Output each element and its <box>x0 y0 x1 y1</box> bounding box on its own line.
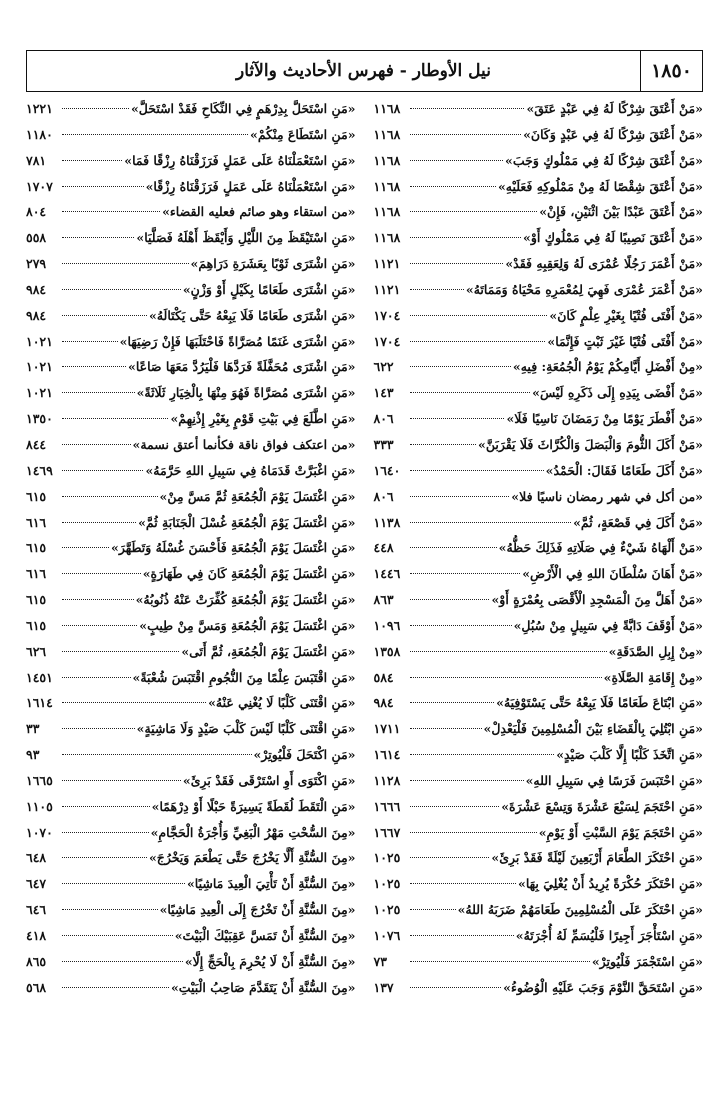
page-reference: ١١٦٨ <box>373 152 401 168</box>
hadith-text: «مَنْ أَعْتَقَ شِرْكًا لَهُ فِي عَبْدٍ وَكَانَ» <box>523 126 703 142</box>
dot-leader <box>410 160 504 161</box>
index-entry <box>374 329 704 355</box>
hadith-text: «من استقاء وهو صائم فعليه القضاء» <box>162 204 356 220</box>
page-reference: ٨٠٤ <box>26 204 47 220</box>
index-entry <box>26 535 356 561</box>
dot-leader <box>410 237 522 238</box>
hadith-text: «مِنَ السُّنَّةِ أَنْ تَمَسَّ عَقِبَيْكَ الْبَيْتَ» <box>174 928 356 943</box>
dot-leader <box>62 677 131 678</box>
hadith-text: «مَنْ أَوْقَفَ دَابَّةً فِي سَبِيلٍ مِنْ سُبُلِ» <box>513 617 703 633</box>
index-entry <box>374 871 704 897</box>
dot-leader <box>410 470 544 471</box>
page-reference: ١١٢١ <box>373 281 401 297</box>
hadith-text: «مَنِ ابْتُلِيَ بِالْقَضَاءِ بَيْنَ الْمُسْلِمِينَ فَلْيَعْدِلْ» <box>483 721 703 737</box>
hadith-text: «مَنِ اسْتَجْمَرَ فَلْيُوتِرْ» <box>591 953 703 969</box>
index-entry <box>26 820 356 846</box>
index-entry <box>374 510 704 536</box>
index-entry <box>374 665 704 691</box>
page-reference: ١٢٢١ <box>26 101 53 116</box>
hadith-text: «مَنِ اسْتَحَلَّ بِدِرْهَمٍ فِي النِّكَاحِ فَقَدْ اسْتَحَلَّ» <box>130 101 356 116</box>
hadith-text: «مَنِ اشْتَرَى غَنَمًا مُصَرَّاةً فَاحْتَلَبَهَا فَإِنْ رَضِيَهَا» <box>119 333 356 349</box>
index-entry <box>374 742 704 768</box>
index-entry <box>26 639 356 665</box>
hadith-text: «مَنِ اسْتَحَقَّ النَّوْمَ وَجَبَ عَلَيْهِ الْوُضُوءُ» <box>503 979 703 995</box>
hadith-text: «مَنِ اسْتَأْجَرَ أَجِيرًا فَلْيُسَمِّ لَهُ أُجْرَتَهُ» <box>515 928 703 943</box>
page-reference: ١١٣٨ <box>373 514 401 530</box>
hadith-text: «مَنِ اشْتَرَى مُصَرَّاةً فَهُوَ مِنْهَا بِالْخِيَارِ ثَلَاثَةً» <box>136 385 356 401</box>
index-entry <box>26 561 356 587</box>
index-entry <box>26 225 356 251</box>
dot-leader <box>410 186 496 187</box>
index-entry <box>26 613 356 639</box>
hadith-text: «مَنْ أَعْتَقَ شِرْكًا لَهُ فِي مَمْلُوكٍ وَجَبَ» <box>505 152 703 168</box>
index-entry <box>26 897 356 923</box>
index-entry <box>26 458 356 484</box>
page-reference: ٨٠٦ <box>373 488 394 504</box>
dot-leader <box>410 392 531 393</box>
page-reference: ٦١٦ <box>26 514 47 530</box>
dot-leader <box>410 987 502 988</box>
hadith-text: «مَنِ ابْتَاعَ طَعَامًا فَلَا يَبِعْهُ حَتَّى يَسْتَوْفِيَهُ» <box>496 695 703 711</box>
hadith-text: «مَنِ احْتَجَمَ لِسَبْعَ عَشْرَةَ وَتِسْعَ عَشْرَةَ» <box>501 798 703 814</box>
dot-leader <box>410 754 555 755</box>
dot-leader <box>410 857 490 858</box>
page-reference: ٧٣ <box>373 953 387 969</box>
page-reference: ١١٦٨ <box>373 101 401 116</box>
left-column <box>26 96 356 1001</box>
page-reference: ٩٣ <box>26 747 40 763</box>
hadith-text: «مِنَ السُّنَّةِ أَنْ تَأْتِيَ الْعِيدَ مَاشِيًا» <box>186 876 356 892</box>
dot-leader <box>62 341 118 342</box>
hadith-text: «مَنِ اسْتَعْمَلْنَاهُ عَلَى عَمَلٍ فَرَزَقْنَاهُ رِزْقًا فَمَا» <box>124 152 356 168</box>
index-entry <box>374 303 704 329</box>
page-reference: ٦١٥ <box>26 488 47 504</box>
hadith-text: «مَنْ أَعْتَقَ شِرْكًا لَهُ فِي عَبْدٍ عَتَقَ» <box>526 101 703 116</box>
page-reference: ٣٣ <box>26 721 40 737</box>
index-entry <box>374 406 704 432</box>
hadith-text: «مَنِ احْتَكَرَ حُكْرَةً يُرِيدُ أَنْ يُغْلِيَ بِهَا» <box>518 876 703 892</box>
dot-leader <box>62 211 160 212</box>
page-reference: ١٦١٤ <box>26 695 53 711</box>
hadith-text: «مَنْ أَعْتَقَ عَبْدًا بَيْنَ اثْنَيْنِ، فَإِنْ» <box>539 204 703 220</box>
index-entry <box>374 277 704 303</box>
page-reference: ٦٢٢ <box>373 359 394 375</box>
dot-leader <box>62 263 189 264</box>
hadith-text: «مَنِ اسْتَعْمَلْنَاهُ عَلَى عَمَلٍ فَرَزَقْنَاهُ رِزْقًا» <box>145 178 356 194</box>
page-reference: ١١٠٥ <box>26 798 53 814</box>
index-entry <box>26 122 356 148</box>
page-reference: ٥٨٤ <box>373 669 394 685</box>
index-entry <box>26 975 356 1001</box>
dot-leader <box>410 832 537 833</box>
index-entry <box>374 794 704 820</box>
dot-leader <box>62 832 149 833</box>
page-reference: ٦٤٧ <box>26 876 47 892</box>
dot-leader <box>410 961 590 962</box>
dot-leader <box>62 987 169 988</box>
dot-leader <box>410 496 510 497</box>
page-reference: ٦٤٦ <box>26 902 47 918</box>
hadith-text: «مِنْ أَفْضَلِ أَيَّامِكُمْ يَوْمُ الْجُمُعَةِ: فِيهِ» <box>512 359 703 375</box>
index-entry <box>374 199 704 225</box>
index-entry <box>374 380 704 406</box>
dot-leader <box>62 134 248 135</box>
hadith-text: «مَنِ اقْتَنَى كَلْبًا لَا يُغْنِي عَنْهُ» <box>208 695 356 711</box>
hadith-text: «مَنِ اقْتَنَى كَلْبًا لَيْسَ كَلْبَ صَيْدٍ وَلَا مَاشِيَةٍ» <box>136 721 356 737</box>
right-column <box>374 96 704 1001</box>
hadith-text: «مَنِ اكْتَحَلَ فَلْيُوتِرْ» <box>253 747 356 763</box>
hadith-text: «مَنِ اكْتَوَى أَوِ اسْتَرْقَى فَقَدْ بَرِئَ» <box>182 772 356 788</box>
hadith-text: «مِنَ السُّحْتِ مَهْرُ الْبَغِيِّ وَأُجْرَةُ الْحَجَّامِ» <box>150 824 356 840</box>
page-reference: ٦١٥ <box>26 617 47 633</box>
hadith-text: «مَنْ أَهَلَّ مِنَ الْمَسْجِدِ الْأَقْصَى بِعُمْرَةٍ أَوْ» <box>491 592 703 608</box>
index-entry <box>26 742 356 768</box>
dot-leader <box>410 366 511 367</box>
hadith-text: «مَنِ احْتَجَمَ يَوْمَ السَّبْتِ أَوْ يَوْمِ» <box>538 824 703 840</box>
dot-leader <box>62 160 122 161</box>
index-entry <box>26 484 356 510</box>
dot-leader <box>62 780 181 781</box>
index-entry <box>26 716 356 742</box>
hadith-text: «مَنِ اغْتَسَلَ يَوْمَ الْجُمُعَةِ ثُمَّ مَسَّ مِنْ» <box>159 488 356 504</box>
hadith-text: «مَنْ أَعْتَقَ شِقْصًا لَهُ مِنْ مَمْلُوكِهِ فَعَلَيْهِ» <box>497 178 703 194</box>
dot-leader <box>62 392 135 393</box>
page-reference: ١٤٣ <box>373 385 394 401</box>
page-reference: ٦١٦ <box>26 566 47 582</box>
index-entry <box>26 199 356 225</box>
index-entry <box>26 329 356 355</box>
page-reference: ١٠٢١ <box>26 333 53 349</box>
page-reference: ٤٤٨ <box>373 540 394 556</box>
dot-leader <box>62 573 141 574</box>
hadith-text: «من أكل في شهر رمضان ناسيًا فلا» <box>511 488 703 504</box>
index-entry <box>26 845 356 871</box>
page-reference: ٨٦٣ <box>373 592 394 608</box>
index-columns <box>26 96 703 1001</box>
dot-leader <box>410 341 546 342</box>
dot-leader <box>410 134 522 135</box>
index-entry <box>26 148 356 174</box>
index-entry <box>26 432 356 458</box>
page-reference: ١٦٦٥ <box>26 772 53 788</box>
hadith-text: «مِنْ إِقَامَةِ الصَّلَاةِ» <box>603 669 703 685</box>
dot-leader <box>62 935 173 936</box>
index-entry <box>26 871 356 897</box>
index-entry <box>374 845 704 871</box>
dot-leader <box>62 547 109 548</box>
dot-leader <box>410 728 482 729</box>
hadith-text: «مِنَ السُّنَّةِ أَلَّا يَخْرُجَ حَتَّى يَطْعَمَ وَيَخْرُجَ» <box>148 850 356 866</box>
index-entry <box>374 174 704 200</box>
page-reference: ١٤٥١ <box>26 669 53 685</box>
dot-leader <box>62 909 158 910</box>
page-reference: ١٠٧٠ <box>26 824 53 840</box>
dot-leader <box>62 754 252 755</box>
hadith-text: «مَنِ احْتَبَسَ فَرَسًا فِي سَبِيلِ اللهِ» <box>525 772 703 788</box>
page-reference: ٨٤٤ <box>26 436 47 452</box>
index-entry <box>26 665 356 691</box>
hadith-text: «مَنِ اغْتَسَلَ يَوْمَ الْجُمُعَةِ كُفِّرَتْ عَنْهُ ذُنُوبُهُ» <box>135 592 356 608</box>
index-entry <box>374 897 704 923</box>
index-entry <box>374 975 704 1001</box>
dot-leader <box>410 211 538 212</box>
hadith-text: «مَنْ أَهَانَ سُلْطَانَ اللهِ فِي الْأَرْضِ» <box>522 566 703 582</box>
dot-leader <box>410 444 477 445</box>
index-entry <box>26 768 356 794</box>
page-reference: ١٧١١ <box>373 721 401 737</box>
dot-leader <box>62 702 206 703</box>
hadith-text: «مَنْ أَكَلَ الثُّومَ وَالْبَصَلَ وَالْكُرَّاثَ فَلَا يَقْرَبَنَّ» <box>478 436 703 452</box>
page-reference: ١١٦٨ <box>373 230 401 246</box>
hadith-text: «مَنْ أَفْضَى بِيَدِهِ إِلَى ذَكَرِهِ لَيْسَ» <box>532 385 703 401</box>
hadith-text: «مَنِ اشْتَرَى طَعَامًا فَلَا يَبِعْهُ حَتَّى يَكْتَالَهُ» <box>149 307 356 323</box>
page-reference: ٥٥٨ <box>26 230 47 246</box>
hadith-text: «مَنْ أَلْهَاهُ شَيْءٌ فِي صَلَاتِهِ فَذَلِكَ حَظُّهُ» <box>498 540 703 556</box>
dot-leader <box>410 702 495 703</box>
page-reference: ١٠٢١ <box>26 359 53 375</box>
page-reference: ١٠٢٥ <box>373 850 401 866</box>
page-reference: ١٦٦٧ <box>373 824 401 840</box>
dot-leader <box>410 780 524 781</box>
hadith-text: «مَنِ اشْتَرَى مُحَفَّلَةً فَرَدَّهَا فَلْيَرُدَّ مَعَهَا صَاعًا» <box>128 359 356 375</box>
hadith-text: «مَنِ اسْتَيْقَظَ مِنَ اللَّيْلِ وَأَيْقَظَ أَهْلَهُ فَصَلَّيَا» <box>136 230 356 246</box>
page-reference: ١٦١٤ <box>373 747 401 763</box>
page-reference: ٤١٨ <box>26 928 47 943</box>
dot-leader <box>410 108 525 109</box>
index-entry <box>26 406 356 432</box>
page-reference: ٦٤٨ <box>26 850 47 866</box>
hadith-text: «مَنِ اغْبَرَّتْ قَدَمَاهُ فِي سَبِيلِ اللهِ حَرَّمَهُ» <box>145 462 356 478</box>
hadith-text: «مَنْ أَفْتَى فُتْيًا غَيْرَ ثَبْتٍ فَإِنَّمَا» <box>547 333 703 349</box>
dot-leader <box>62 961 183 962</box>
hadith-text: «مَنِ احْتَكَرَ عَلَى الْمُسْلِمِينَ طَعَامَهُمْ ضَرَبَهُ اللهُ» <box>457 902 703 918</box>
dot-leader <box>62 444 131 445</box>
dot-leader <box>62 625 137 626</box>
dot-leader <box>62 522 136 523</box>
page-reference: ١١٦٨ <box>373 204 401 220</box>
index-entry <box>374 96 704 122</box>
page-reference: ٥٦٨ <box>26 979 47 995</box>
hadith-text: «مَنْ أَعْمَرَ عُمْرَى فَهِيَ لِمُعْمَرِهِ مَحْيَاهُ وَمَمَاتَهُ» <box>465 281 703 297</box>
hadith-text: «مَنِ الْتَقَطَ لُقَطَةً يَسِيرَةً حَبْلًا أَوْ دِرْهَمًا» <box>151 798 356 814</box>
index-entry <box>374 458 704 484</box>
index-entry <box>374 768 704 794</box>
index-entry <box>26 510 356 536</box>
index-entry <box>26 277 356 303</box>
dot-leader <box>410 289 464 290</box>
header-title: نيل الأوطار - فهرس الأحاديث والآثار <box>236 61 491 81</box>
page-reference: ١٠٢٥ <box>373 876 401 892</box>
index-entry <box>374 251 704 277</box>
index-entry <box>374 923 704 949</box>
dot-leader <box>410 573 521 574</box>
dot-leader <box>62 496 158 497</box>
hadith-text: «مَنِ اغْتَسَلَ يَوْمَ الْجُمُعَةِ غُسْلَ الْجَنَابَةِ ثُمَّ» <box>138 514 356 530</box>
page-reference: ٢٧٩ <box>26 256 47 272</box>
page-reference: ٩٨٤ <box>373 695 394 711</box>
index-entry <box>374 432 704 458</box>
hadith-text: «مَنْ أَعْمَرَ رَجُلًا عُمْرَى لَهُ وَلِعَقِبِهِ فَقَدْ» <box>505 256 703 272</box>
hadith-text: «مَنْ أَفْطَرَ يَوْمًا مِنْ رَمَضَانَ نَاسِيًا فَلَا» <box>506 411 703 427</box>
page-reference: ٦١٥ <box>26 540 47 556</box>
index-entry <box>374 716 704 742</box>
index-entry <box>374 949 704 975</box>
page-reference: ١٣٧ <box>373 979 394 995</box>
dot-leader <box>62 315 147 316</box>
page-reference: ١٧٠٤ <box>373 333 401 349</box>
dot-leader <box>410 883 517 884</box>
dot-leader <box>62 470 143 471</box>
hadith-text: «مَنِ اسْتَطَاعَ مِنْكُمْ» <box>250 126 356 142</box>
page-reference: ٣٣٣ <box>373 436 394 452</box>
dot-leader <box>62 108 129 109</box>
index-entry <box>374 690 704 716</box>
hadith-text: «مَنِ اغْتَسَلَ يَوْمَ الْجُمُعَةِ، ثُمَّ أَتَى» <box>181 643 356 659</box>
index-entry <box>26 794 356 820</box>
page-reference: ١٧٠٧ <box>26 178 53 194</box>
hadith-text: «مَنِ اطَّلَعَ فِي بَيْتِ قَوْمٍ بِغَيْرِ إِذْنِهِمْ» <box>170 411 356 427</box>
index-entry <box>26 923 356 949</box>
hadith-text: «مَنِ اشْتَرَى طَعَامًا بِكَيْلٍ أَوْ وَزْنٍ» <box>182 281 356 297</box>
page-reference: ١١٦٨ <box>373 178 401 194</box>
index-entry <box>374 122 704 148</box>
dot-leader <box>62 806 150 807</box>
page-reference: ١٠٩٦ <box>373 617 401 633</box>
dot-leader <box>62 237 134 238</box>
hadith-text: «مَنِ اتَّخَذَ كَلْبًا إِلَّا كَلْبَ صَيْدٍ» <box>556 747 703 763</box>
index-entry <box>26 354 356 380</box>
dot-leader <box>62 418 168 419</box>
index-entry <box>26 174 356 200</box>
dot-leader <box>410 418 505 419</box>
page-reference: ٩٨٤ <box>26 281 47 297</box>
page-reference: ٦١٥ <box>26 592 47 608</box>
dot-leader <box>410 806 500 807</box>
index-entry <box>374 587 704 613</box>
hadith-text: «مَنِ اغْتَسَلَ يَوْمَ الْجُمُعَةِ وَمَسَّ مِنْ طِيبٍ» <box>139 617 356 633</box>
page-reference: ٦٢٦ <box>26 643 47 659</box>
page-reference: ٩٨٤ <box>26 307 47 323</box>
index-entry <box>26 587 356 613</box>
index-entry <box>26 251 356 277</box>
hadith-text: «مَنْ أَعْتَقَ نَصِيبًا لَهُ فِي مَمْلُوكٍ أَوْ» <box>523 230 703 246</box>
index-entry <box>374 639 704 665</box>
page-reference: ١٦٤٠ <box>373 462 401 478</box>
dot-leader <box>62 857 147 858</box>
index-entry <box>26 380 356 406</box>
index-entry <box>26 303 356 329</box>
dot-leader <box>410 677 602 678</box>
dot-leader <box>410 651 607 652</box>
dot-leader <box>62 883 185 884</box>
page-reference: ١١٦٨ <box>373 126 401 142</box>
page-reference: ١٠٢٥ <box>373 902 401 918</box>
index-entry <box>374 820 704 846</box>
hadith-text: «مِنْ إِبِلِ الصَّدَقَةِ» <box>608 643 703 659</box>
page-reference: ١١٢٨ <box>373 772 401 788</box>
hadith-text: «من اعتكف فواق ناقة فكأنما أعتق نسمة» <box>132 436 356 452</box>
dot-leader <box>410 935 514 936</box>
dot-leader <box>410 625 512 626</box>
hadith-text: «مَنِ اشْتَرَى ثَوْبًا بِعَشَرَةِ دَرَاهِمَ» <box>190 256 356 272</box>
index-entry <box>374 484 704 510</box>
index-entry <box>374 535 704 561</box>
dot-leader <box>410 909 456 910</box>
index-entry <box>374 561 704 587</box>
index-entry <box>26 949 356 975</box>
page-reference: ١٤٦٩ <box>26 462 53 478</box>
page-reference: ١١٢١ <box>373 256 401 272</box>
dot-leader <box>62 651 179 652</box>
index-entry <box>26 96 356 122</box>
page-reference: ١٤٤٦ <box>373 566 401 582</box>
page-reference: ٨٠٦ <box>373 411 394 427</box>
index-entry <box>374 354 704 380</box>
page-reference: ١٠٧٦ <box>373 928 401 943</box>
page-reference: ١٣٥٨ <box>373 643 401 659</box>
hadith-text: «مَنْ أَفْتَى فُتْيًا بِغَيْرِ عِلْمٍ كَانَ» <box>549 307 703 323</box>
dot-leader <box>62 366 126 367</box>
dot-leader <box>62 186 144 187</box>
hadith-text: «مِنَ السُّنَّةِ أَنْ لَا يُحْرِمَ بِالْحَجِّ إِلَّا» <box>184 953 356 969</box>
dot-leader <box>410 315 548 316</box>
index-entry <box>374 225 704 251</box>
index-entry <box>374 148 704 174</box>
hadith-text: «مِنَ السُّنَّةِ أَنْ تَخْرُجَ إِلَى الْعِيدِ مَاشِيًا» <box>159 902 356 918</box>
dot-leader <box>410 522 572 523</box>
hadith-text: «مَنِ احْتَكَرَ الطَّعَامَ أَرْبَعِينَ لَيْلَةً فَقَدْ بَرِئَ» <box>491 850 703 866</box>
page-header <box>26 50 703 92</box>
dot-leader <box>410 599 490 600</box>
hadith-text: «مَنِ اغْتَسَلَ يَوْمَ الْجُمُعَةِ كَانَ فِي طَهَارَةٍ» <box>142 566 356 582</box>
page-reference: ١٣٥٠ <box>26 411 53 427</box>
dot-leader <box>410 547 497 548</box>
page-reference: ١٠٢١ <box>26 385 53 401</box>
hadith-text: «مَنِ اغْتَسَلَ يَوْمَ الْجُمُعَةِ فَأَحْسَنَ غُسْلَهُ وَتَطَهَّرَ» <box>111 540 356 556</box>
hadith-text: «مِنَ السُّنَّةِ أَنْ يَتَقَدَّمَ صَاحِبُ الْبَيْتِ» <box>170 979 356 995</box>
hadith-text: «مَنْ أَكَلَ طَعَامًا فَقَالَ: الْحَمْدُ» <box>545 462 703 478</box>
dot-leader <box>410 263 504 264</box>
page-reference: ٧٨١ <box>26 152 47 168</box>
page-number: ١٨٥٠ <box>640 51 702 91</box>
page-reference: ٨٦٥ <box>26 953 47 969</box>
hadith-text: «مَنْ أَكَلَ فِي قَصْعَةٍ، ثُمَّ» <box>573 514 703 530</box>
index-entry <box>374 613 704 639</box>
dot-leader <box>62 728 135 729</box>
hadith-text: «مَنِ اقْتَبَسَ عِلْمًا مِنَ النُّجُومِ اقْتَبَسَ شُعْبَةً» <box>132 669 356 685</box>
page-reference: ١٦٦٦ <box>373 798 401 814</box>
page-reference: ١٧٠٤ <box>373 307 401 323</box>
page-reference: ١١٨٠ <box>26 126 53 142</box>
index-entry <box>26 690 356 716</box>
dot-leader <box>62 289 181 290</box>
dot-leader <box>62 599 134 600</box>
